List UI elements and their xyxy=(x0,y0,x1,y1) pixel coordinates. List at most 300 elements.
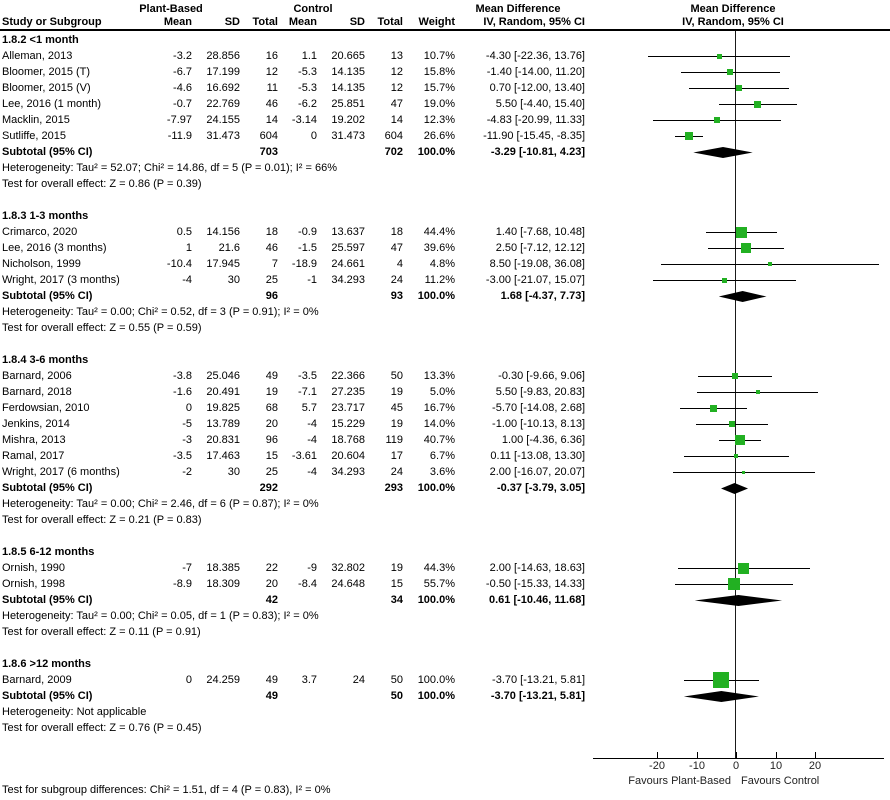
subtotal-row xyxy=(0,592,590,608)
plant-sd: 30 xyxy=(227,274,240,286)
subtotal-control-total: 293 xyxy=(384,482,403,494)
study-weight: 12.3% xyxy=(423,114,455,126)
effect-marker xyxy=(754,101,761,108)
subtotal-control-total: 93 xyxy=(390,290,403,302)
study-name: Wright, 2017 (3 months) xyxy=(2,274,120,286)
study-row xyxy=(0,672,590,688)
subtotal-label: Subtotal (95% CI) xyxy=(2,290,93,302)
study-row xyxy=(0,384,590,400)
plant-sd: 13.789 xyxy=(206,418,240,430)
plant-sd: 31.473 xyxy=(206,130,240,142)
control-total: 4 xyxy=(396,258,403,270)
subtotal-plant-total: 96 xyxy=(265,290,278,302)
study-ci-text: 1.40 [-7.68, 10.48] xyxy=(495,226,585,238)
study-ci-text: 2.00 [-14.63, 18.63] xyxy=(489,562,585,574)
subtotal-diamond xyxy=(721,483,748,494)
control-mean: -4 xyxy=(307,434,317,446)
subtotal-control-total: 50 xyxy=(390,690,403,702)
overall-effect-text: Test for overall effect: Z = 0.86 (P = 0.39) xyxy=(2,178,202,190)
subtotal-diamond xyxy=(693,147,752,158)
study-ci-text: 5.50 [-9.83, 20.83] xyxy=(495,386,585,398)
header-divider xyxy=(0,29,890,31)
subtotal-diamond xyxy=(719,291,767,302)
control-sd: 19.202 xyxy=(331,114,365,126)
study-weight: 39.6% xyxy=(423,242,455,254)
subtotal-ci-text: -3.70 [-13.21, 5.81] xyxy=(490,690,585,702)
subtotal-weight: 100.0% xyxy=(417,146,455,158)
plant-total: 12 xyxy=(265,66,278,78)
control-mean: 5.7 xyxy=(301,402,317,414)
heterogeneity-row xyxy=(0,160,590,176)
control-total: 19 xyxy=(390,386,403,398)
study-weight: 100.0% xyxy=(417,674,455,686)
overall-effect-text: Test for overall effect: Z = 0.21 (P = 0.83) xyxy=(2,514,202,526)
study-weight: 15.7% xyxy=(423,82,455,94)
plant-total: 22 xyxy=(265,562,278,574)
plant-total: 16 xyxy=(265,50,278,62)
control-sd: 18.768 xyxy=(331,434,365,446)
effect-marker xyxy=(713,672,729,688)
overall-effect-row xyxy=(0,512,590,528)
control-sd: 24.661 xyxy=(331,258,365,270)
control-mean: -4 xyxy=(307,466,317,478)
control-total: 47 xyxy=(390,242,403,254)
subgroup-title-row xyxy=(0,656,590,672)
control-total: 18 xyxy=(390,226,403,238)
effect-marker xyxy=(768,262,772,266)
study-name: Wright, 2017 (6 months) xyxy=(2,466,120,478)
axis-tick xyxy=(657,752,658,758)
study-name: Lee, 2016 (3 months) xyxy=(2,242,107,254)
study-ci-text: -5.70 [-14.08, 2.68] xyxy=(492,402,585,414)
plant-mean: -8.9 xyxy=(173,578,192,590)
plant-sd: 17.463 xyxy=(206,450,240,462)
effect-marker xyxy=(738,563,749,574)
overall-effect-text: Test for overall effect: Z = 0.11 (P = 0.91) xyxy=(2,626,201,638)
plant-total-header: Total xyxy=(252,16,278,28)
study-weight: 26.6% xyxy=(423,130,455,142)
control-total: 12 xyxy=(390,82,403,94)
study-name: Crimarco, 2020 xyxy=(2,226,78,238)
subtotal-weight: 100.0% xyxy=(417,690,455,702)
study-weight: 11.2% xyxy=(424,274,455,286)
study-row xyxy=(0,432,590,448)
study-name: Ornish, 1990 xyxy=(2,562,65,574)
control-total: 15 xyxy=(390,578,403,590)
axis-tick-label: 0 xyxy=(732,760,740,772)
study-weight: 16.7% xyxy=(423,402,455,414)
study-name: Jenkins, 2014 xyxy=(2,418,70,430)
subtotal-plant-total: 292 xyxy=(259,482,278,494)
subgroup-title: 1.8.6 >12 months xyxy=(2,658,91,670)
study-row xyxy=(0,448,590,464)
plant-total: 68 xyxy=(265,402,278,414)
control-total: 604 xyxy=(384,130,403,142)
control-sd: 31.473 xyxy=(331,130,365,142)
favours-right-label: Favours Control xyxy=(741,775,820,787)
control-mean: -8.4 xyxy=(298,578,317,590)
plant-mean: 0.5 xyxy=(176,226,192,238)
study-row xyxy=(0,272,590,288)
control-sd: 34.293 xyxy=(331,466,365,478)
study-ci-text: 1.00 [-4.36, 6.36] xyxy=(501,434,585,446)
plant-total: 15 xyxy=(265,450,278,462)
plant-total: 7 xyxy=(271,258,278,270)
study-row xyxy=(0,560,590,576)
study-weight: 40.7% xyxy=(423,434,455,446)
plant-mean: 1 xyxy=(185,242,192,254)
study-ci-text: 5.50 [-4.40, 15.40] xyxy=(495,98,585,110)
plant-total: 46 xyxy=(265,98,278,110)
overall-effect-text: Test for overall effect: Z = 0.55 (P = 0.59) xyxy=(2,322,202,334)
control-total: 45 xyxy=(390,402,403,414)
study-name: Ferdowsian, 2010 xyxy=(2,402,90,414)
plant-mean: -10.4 xyxy=(166,258,192,270)
control-sd: 34.293 xyxy=(331,274,365,286)
axis-tick xyxy=(815,752,816,758)
control-total: 50 xyxy=(390,674,403,686)
study-ci-text: -0.30 [-9.66, 9.06] xyxy=(498,370,585,382)
overall-effect-row xyxy=(0,624,590,640)
study-name: Alleman, 2013 xyxy=(2,50,73,62)
plant-sd: 24.155 xyxy=(206,114,240,126)
study-row xyxy=(0,256,590,272)
study-row xyxy=(0,368,590,384)
subgroup-title-row xyxy=(0,208,590,224)
subtotal-row xyxy=(0,480,590,496)
control-mean: 3.7 xyxy=(301,674,317,686)
subtotal-weight: 100.0% xyxy=(417,482,455,494)
control-sd: 20.665 xyxy=(331,50,365,62)
subgroup-title-row xyxy=(0,544,590,560)
study-name: Ornish, 1998 xyxy=(2,578,65,590)
plant-sd: 30 xyxy=(227,466,240,478)
effect-marker xyxy=(717,54,722,59)
control-sd: 15.229 xyxy=(331,418,365,430)
plant-total: 20 xyxy=(265,578,278,590)
plant-total: 19 xyxy=(265,386,278,398)
study-name: Mishra, 2013 xyxy=(2,434,66,446)
study-name: Macklin, 2015 xyxy=(2,114,70,126)
study-ci-text: 2.50 [-7.12, 12.12] xyxy=(495,242,585,254)
heterogeneity-text: Heterogeneity: Not applicable xyxy=(2,706,147,718)
heterogeneity-text: Heterogeneity: Tau² = 0.00; Chi² = 0.05, df = 1 (P = 0.83); I² = 0% xyxy=(2,610,319,622)
study-ci-text: -4.30 [-22.36, 13.76] xyxy=(485,50,585,62)
study-row xyxy=(0,464,590,480)
effect-marker xyxy=(714,117,720,123)
subtotal-label: Subtotal (95% CI) xyxy=(2,690,93,702)
study-name: Barnard, 2006 xyxy=(2,370,72,382)
plant-mean: -7.97 xyxy=(166,114,192,126)
effect-marker xyxy=(727,69,733,75)
plant-mean: -6.7 xyxy=(173,66,192,78)
effect-column-header: Mean Difference xyxy=(475,3,561,15)
subtotal-label: Subtotal (95% CI) xyxy=(2,146,93,158)
heterogeneity-row xyxy=(0,304,590,320)
subgroup-title-row xyxy=(0,32,590,48)
study-row xyxy=(0,576,590,592)
heterogeneity-row xyxy=(0,704,590,720)
subtotal-row xyxy=(0,144,590,160)
control-sd: 14.135 xyxy=(331,82,365,94)
weight-header: Weight xyxy=(418,16,455,28)
control-total: 24 xyxy=(390,274,403,286)
control-mean: -1.5 xyxy=(298,242,317,254)
plant-mean: -7 xyxy=(182,562,192,574)
plant-total: 11 xyxy=(266,82,278,94)
plant-sd: 18.385 xyxy=(206,562,240,574)
plant-mean: -1.6 xyxy=(173,386,192,398)
study-name: Nicholson, 1999 xyxy=(2,258,81,270)
plant-sd: 18.309 xyxy=(206,578,240,590)
control-mean: -4 xyxy=(307,418,317,430)
control-total: 19 xyxy=(390,418,403,430)
control-mean: -3.14 xyxy=(291,114,317,126)
plant-sd: 19.825 xyxy=(206,402,240,414)
study-ci-text: -4.83 [-20.99, 11.33] xyxy=(486,114,585,126)
plant-total: 25 xyxy=(265,466,278,478)
study-weight: 44.4% xyxy=(423,226,455,238)
group-header-control: Control xyxy=(293,3,333,15)
effect-marker xyxy=(710,405,717,412)
subtotal-ci-text: -3.29 [-10.81, 4.23] xyxy=(490,146,585,158)
control-total: 47 xyxy=(390,98,403,110)
subgroup-title-row xyxy=(0,352,590,368)
study-name: Lee, 2016 (1 month) xyxy=(2,98,102,110)
control-sd: 23.717 xyxy=(331,402,365,414)
control-total: 12 xyxy=(390,66,403,78)
plant-sd: 16.692 xyxy=(206,82,240,94)
plant-sd: 25.046 xyxy=(206,370,240,382)
plant-total: 49 xyxy=(265,674,278,686)
subgroup-title: 1.8.3 1-3 months xyxy=(2,210,89,222)
plant-total: 18 xyxy=(265,226,278,238)
control-sd: 27.235 xyxy=(331,386,365,398)
control-sd: 24.648 xyxy=(331,578,365,590)
study-name: Barnard, 2009 xyxy=(2,674,72,686)
effect-marker xyxy=(722,278,727,283)
subgroup-title: 1.8.4 3-6 months xyxy=(2,354,89,366)
subtotal-label: Subtotal (95% CI) xyxy=(2,594,93,606)
study-weight: 14.0% xyxy=(423,418,455,430)
control-sd: 25.851 xyxy=(331,98,365,110)
plant-mean: -2 xyxy=(182,466,192,478)
effect-marker xyxy=(741,243,751,253)
plant-sd: 28.856 xyxy=(206,50,240,62)
effect-marker xyxy=(736,85,742,91)
control-mean: 1.1 xyxy=(301,50,317,62)
overall-effect-row xyxy=(0,320,590,336)
subtotal-plant-total: 703 xyxy=(259,146,278,158)
subtotal-plant-total: 42 xyxy=(265,594,278,606)
study-ci-text: -1.00 [-10.13, 8.13] xyxy=(492,418,585,430)
study-row xyxy=(0,48,590,64)
study-weight: 44.3% xyxy=(423,562,455,574)
effect-marker xyxy=(756,390,760,394)
plant-mean: -3.8 xyxy=(173,370,192,382)
favours-left-label: Favours Plant-Based xyxy=(628,775,731,787)
effect-marker xyxy=(728,578,740,590)
plant-mean: -3.5 xyxy=(173,450,192,462)
study-name: Bloomer, 2015 (V) xyxy=(2,82,91,94)
plant-sd: 17.945 xyxy=(206,258,240,270)
study-name: Sutliffe, 2015 xyxy=(2,130,67,142)
control-total-header: Total xyxy=(377,16,403,28)
subtotal-diamond xyxy=(695,595,782,606)
overall-effect-row xyxy=(0,720,590,736)
control-mean: -5.3 xyxy=(298,66,317,78)
axis-tick xyxy=(776,752,777,758)
plant-total: 96 xyxy=(265,434,278,446)
effect-marker xyxy=(735,435,745,445)
plant-sd: 20.491 xyxy=(206,386,240,398)
study-name: Bloomer, 2015 (T) xyxy=(2,66,91,78)
axis-tick-label: -10 xyxy=(689,760,705,772)
overall-effect-row xyxy=(0,176,590,192)
study-ci-text: -3.00 [-21.07, 15.07] xyxy=(485,274,585,286)
group-header-plant-based: Plant-Based xyxy=(139,3,203,15)
plant-mean: -0.7 xyxy=(173,98,192,110)
effect-marker xyxy=(734,454,738,458)
subgroup-differences-test: Test for subgroup differences: Chi² = 1.51, df = 4 (P = 0.83), I² = 0% xyxy=(2,784,331,796)
plot-title-line2: IV, Random, 95% CI xyxy=(682,16,784,28)
control-mean: -6.2 xyxy=(298,98,317,110)
zero-effect-line xyxy=(735,31,736,758)
effect-marker xyxy=(685,132,693,140)
axis-tick xyxy=(736,752,737,758)
ci-column-header: IV, Random, 95% CI xyxy=(483,16,585,28)
study-name: Barnard, 2018 xyxy=(2,386,72,398)
x-axis-line xyxy=(593,758,884,759)
control-total: 50 xyxy=(390,370,403,382)
axis-tick-label: 10 xyxy=(769,760,783,772)
study-ci-text: 0.70 [-12.00, 13.40] xyxy=(489,82,585,94)
study-column-header: Study or Subgroup xyxy=(2,16,102,28)
plant-sd-header: SD xyxy=(224,16,240,28)
study-weight: 19.0% xyxy=(423,98,455,110)
study-weight: 10.7% xyxy=(423,50,455,62)
control-total: 13 xyxy=(390,50,403,62)
subtotal-control-total: 34 xyxy=(390,594,403,606)
study-weight: 13.3% xyxy=(423,370,455,382)
subgroup-title: 1.8.2 <1 month xyxy=(2,34,79,46)
subtotal-control-total: 702 xyxy=(384,146,403,158)
plant-mean: -3 xyxy=(182,434,192,446)
control-total: 19 xyxy=(390,562,403,574)
study-row xyxy=(0,416,590,432)
effect-marker xyxy=(729,421,735,427)
plant-sd: 14.156 xyxy=(206,226,240,238)
subtotal-row xyxy=(0,288,590,304)
study-ci-text: 2.00 [-16.07, 20.07] xyxy=(489,466,585,478)
study-weight: 4.8% xyxy=(429,258,455,270)
plant-total: 25 xyxy=(265,274,278,286)
study-row xyxy=(0,64,590,80)
control-mean: 0 xyxy=(310,130,317,142)
study-row xyxy=(0,96,590,112)
control-mean: -1 xyxy=(307,274,317,286)
control-sd: 13.637 xyxy=(331,226,365,238)
axis-tick-label: -20 xyxy=(649,760,665,772)
axis-tick-label: 20 xyxy=(808,760,822,772)
plant-total: 604 xyxy=(259,130,278,142)
plot-title-line1: Mean Difference xyxy=(690,3,776,15)
subtotal-plant-total: 49 xyxy=(265,690,278,702)
plant-total: 46 xyxy=(265,242,278,254)
plant-sd: 22.769 xyxy=(206,98,240,110)
subtotal-diamond xyxy=(684,691,759,702)
effect-marker xyxy=(736,227,747,238)
heterogeneity-text: Heterogeneity: Tau² = 0.00; Chi² = 2.46, df = 6 (P = 0.87); I² = 0% xyxy=(2,498,319,510)
control-sd: 22.366 xyxy=(331,370,365,382)
heterogeneity-row xyxy=(0,496,590,512)
control-mean-header: Mean xyxy=(288,16,317,28)
subgroup-title: 1.8.5 6-12 months xyxy=(2,546,95,558)
axis-tick xyxy=(697,752,698,758)
plant-sd: 21.6 xyxy=(218,242,240,254)
study-row xyxy=(0,224,590,240)
study-row xyxy=(0,112,590,128)
control-sd: 25.597 xyxy=(331,242,365,254)
control-total: 119 xyxy=(385,434,403,446)
plant-mean: -4 xyxy=(182,274,192,286)
study-weight: 6.7% xyxy=(429,450,455,462)
control-mean: -9 xyxy=(307,562,317,574)
plant-mean: -3.2 xyxy=(173,50,192,62)
control-mean: -3.61 xyxy=(291,450,317,462)
study-weight: 55.7% xyxy=(423,578,455,590)
control-total: 17 xyxy=(390,450,403,462)
study-ci-text: -3.70 [-13.21, 5.81] xyxy=(492,674,585,686)
heterogeneity-text: Heterogeneity: Tau² = 52.07; Chi² = 14.86, df = 5 (P = 0.01); I² = 66% xyxy=(2,162,337,174)
plant-total: 49 xyxy=(265,370,278,382)
plant-mean: -4.6 xyxy=(173,82,192,94)
plant-mean: 0 xyxy=(185,402,192,414)
control-mean: -3.5 xyxy=(298,370,317,382)
plant-mean: -5 xyxy=(182,418,192,430)
study-weight: 5.0% xyxy=(429,386,455,398)
plant-mean: 0 xyxy=(185,674,192,686)
subtotal-row xyxy=(0,688,590,704)
study-ci-text: -1.40 [-14.00, 11.20] xyxy=(486,66,585,78)
plant-total: 20 xyxy=(265,418,278,430)
study-row xyxy=(0,128,590,144)
study-row xyxy=(0,400,590,416)
study-ci-text: 8.50 [-19.08, 36.08] xyxy=(489,258,585,270)
control-mean: -7.1 xyxy=(298,386,317,398)
control-mean: -18.9 xyxy=(291,258,317,270)
plant-total: 14 xyxy=(265,114,278,126)
subtotal-ci-text: 0.61 [-10.46, 11.68] xyxy=(488,594,585,606)
subtotal-ci-text: 1.68 [-4.37, 7.73] xyxy=(500,290,585,302)
subtotal-weight: 100.0% xyxy=(417,290,455,302)
plant-sd: 24.259 xyxy=(206,674,240,686)
study-ci-text: -0.50 [-15.33, 14.33] xyxy=(485,578,585,590)
study-weight: 3.6% xyxy=(429,466,455,478)
effect-marker xyxy=(732,373,738,379)
study-weight: 15.8% xyxy=(423,66,455,78)
study-name: Ramal, 2017 xyxy=(2,450,65,462)
heterogeneity-text: Heterogeneity: Tau² = 0.00; Chi² = 0.52, df = 3 (P = 0.91); I² = 0% xyxy=(2,306,319,318)
control-total: 24 xyxy=(390,466,403,478)
heterogeneity-row xyxy=(0,608,590,624)
control-total: 14 xyxy=(390,114,403,126)
control-sd: 24 xyxy=(352,674,365,686)
overall-effect-text: Test for overall effect: Z = 0.76 (P = 0.45) xyxy=(2,722,202,734)
study-row xyxy=(0,80,590,96)
control-mean: -0.9 xyxy=(298,226,317,238)
control-mean: -5.3 xyxy=(298,82,317,94)
